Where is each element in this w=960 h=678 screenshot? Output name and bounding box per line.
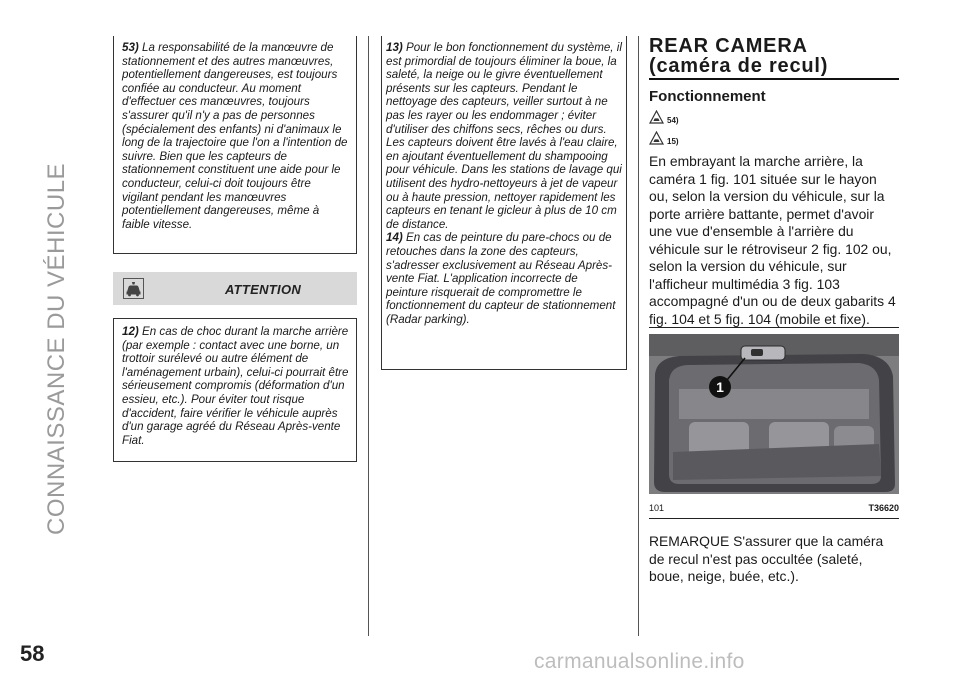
- warning-header: [113, 272, 357, 305]
- section-title-text: CONNAISSANCE DU VÉHICULE: [43, 162, 70, 535]
- note-box-13-14: [381, 36, 627, 370]
- note-53-paragraph: [122, 41, 349, 231]
- remark-paragraph: REMARQUE S'assurer que la caméra de recul n'est pas occultée (saleté, boue, neige, buée, etc.).: [649, 533, 884, 584]
- note-12-paragraph: [122, 325, 349, 447]
- note-53-number: 53): [122, 41, 139, 54]
- note-13-text: Pour le bon fonctionnement du système, il est primordial de toujours éliminer la boue, la saleté, la neige ou le givre éventuellement présents sur les capteurs. Pendant le nettoyage des capteurs, veiller surtout à ne pas les rayer ou les endommager ; éviter d'utiliser des chiffons secs, rêches ou durs. Les capteurs doivent être lavés à l'eau claire, en ajoutant éventuellement du shampooing pour véhicule. Dans les stations de lavage qui utilisent des hydro-nettoyeurs à jet de vapeur ou à haute pression, nettoyer rapidement les capteurs en tenant le gicleur à plus de 10 cm de distance.: [386, 41, 622, 231]
- rear-camera-section: [649, 36, 899, 328]
- section-heading-line1: REAR CAMERA: [649, 35, 808, 57]
- figure-callout-1: 1: [716, 379, 724, 395]
- warning-ref-15-number: 15): [667, 136, 679, 146]
- page-number: 58: [20, 641, 45, 666]
- note-14-text: En cas de peinture du pare-chocs ou de retouches dans la zone des capteurs, s'adresser exclusivement au Réseau Après-vente Fiat. L'application incorrecte de peinture risquerait de compromettre le fonctionnement du capteur de stationnement (Radar parking).: [386, 231, 616, 326]
- note-14-paragraph: [386, 231, 622, 326]
- warning-title: ATTENTION: [224, 282, 302, 297]
- figure-code: T36620: [868, 503, 899, 513]
- note-12-number: 12): [122, 325, 139, 338]
- note-13-paragraph: [386, 41, 622, 231]
- section-heading-line2: (caméra de recul): [649, 55, 829, 77]
- figure-bottom-rule: [649, 518, 899, 519]
- rear-hatch-camera-illustration: [649, 334, 899, 494]
- warning-triangle-icon: [649, 110, 664, 124]
- warning-ref-54: [649, 108, 899, 126]
- warning-triangle-icon: [649, 131, 664, 145]
- note-14-number: 14): [386, 231, 403, 245]
- warning-ref-15: [649, 129, 899, 147]
- note-box-53: [113, 36, 357, 254]
- figure-101-image: [649, 334, 899, 494]
- note-53-text: La responsabilité de la manœuvre de stationnement et des autres manœuvres, potentiellement dangereuses, est toujours confiée au conducteur. Au moment d'effectuer ces manœuvres, toujours s'assurer qu'il n'y a pas de personnes (spécialement des enfants) ni d'animaux le long de la trajectoire que l'on a l'intention de suivre. Bien que les capteurs de stationnement constituent une aide pour le conducteur, celui-ci doit toujours être vigilant pendant les manœuvres potentiellement dangereuses, même à faible vitesse.: [122, 41, 348, 231]
- note-13-number: 13): [386, 41, 403, 54]
- note-box-12: [113, 318, 357, 462]
- rear-camera-body: En embrayant la marche arrière, la caméra 1 fig. 101 située sur le hayon ou, selon la version du véhicule, sur la porte arrière battante, permet d'avoir une vue d'ensemble à l'arrière du véhicule sur le rétroviseur 2 fig. 102 ou, selon la version du véhicule, sur l'afficheur multimédia 3 fig. 103 accompagné d'un ou de deux gabarits 4 fig. 104 et 5 fig. 104 (mobile et fixe).: [649, 153, 896, 327]
- figure-number: 101: [649, 503, 665, 513]
- subheading: Fonctionnement: [649, 88, 766, 105]
- figure-top-rule: [649, 327, 899, 328]
- heading-underline: [649, 78, 899, 80]
- warning-ref-54-number: 54): [667, 115, 679, 125]
- note-12-text: En cas de choc durant la marche arrière (par exemple : contact avec une borne, un trottoir surélevé ou autre élément de l'aménagement urbain), celui-ci pourrait être sérieusement compromis (déformation d'un essieu, etc.). Pour éviter tout risque d'accident, faire vérifier le véhicule auprès d'un garage agréé du Réseau Après-vente Fiat.: [122, 325, 349, 447]
- column-divider-2: [638, 36, 639, 636]
- watermark: carmanualsonline.info: [534, 650, 745, 673]
- column-divider-1: [368, 36, 369, 636]
